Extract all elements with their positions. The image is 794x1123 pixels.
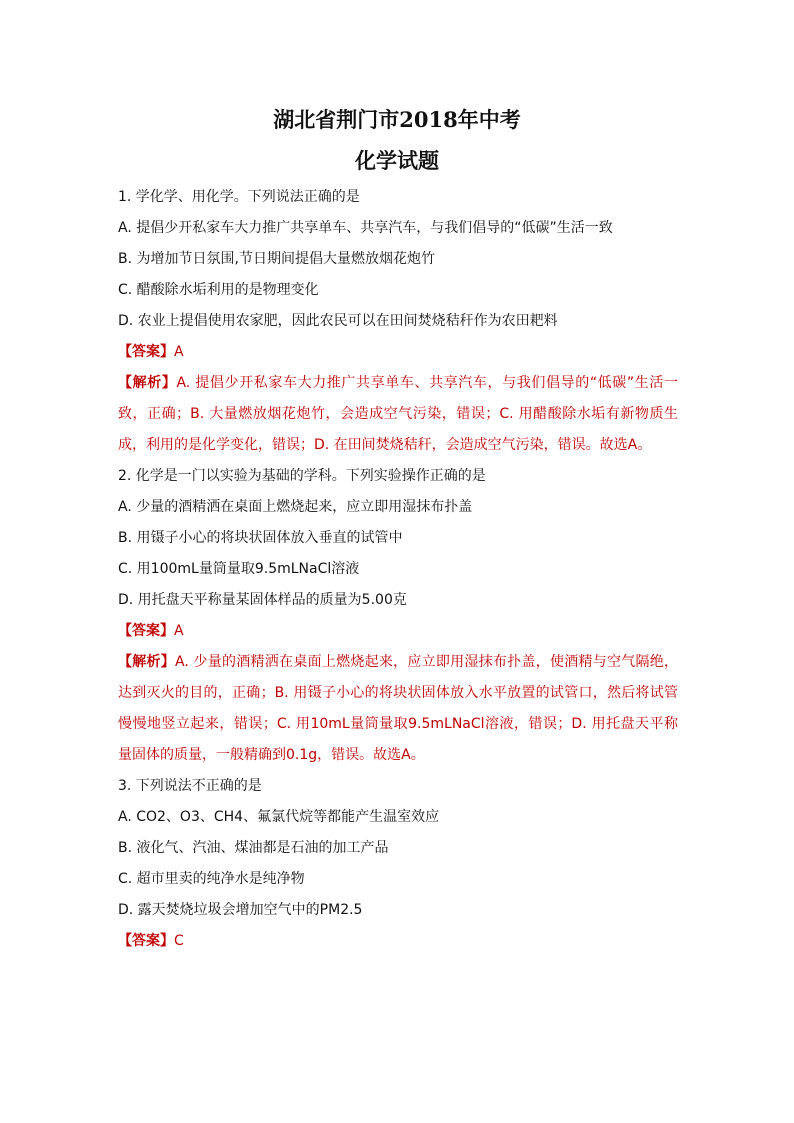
document-title: 湖北省荆门市2018年中考 [273, 107, 521, 132]
answer-value: C [174, 933, 184, 949]
answer-label: 【答案】 [118, 344, 174, 360]
option-a: A. 少量的酒精洒在桌面上燃烧起来，应立即用湿抹布扑盖 [118, 499, 473, 515]
analysis-label: 【解析】 [118, 375, 177, 391]
analysis-paragraph [118, 647, 678, 771]
document-subtitle: 化学试题 [355, 148, 439, 173]
option-c: C. 用100mL量筒量取9.5mLNaCl溶液 [118, 561, 360, 577]
question-2 [118, 461, 678, 771]
document-body [118, 182, 678, 957]
question-1 [118, 182, 678, 461]
answer-line [118, 616, 678, 647]
analysis-text: A. 提倡少开私家车大力推广共享单车、共享汽车，与我们倡导的“低碳”生活一致，正确；B. 大量燃放烟花炮竹，会造成空气污染，错误；C. 用醋酸除水垢有新物质生成，利用的是化学变化，错误；D. 在田间焚烧秸秆，会造成空气污染，错误。故选A。 [118, 375, 678, 453]
answer-label: 【答案】 [118, 933, 174, 949]
analysis-paragraph [118, 368, 678, 461]
option-d: D. 用托盘天平称量某固体样品的质量为5.00克 [118, 592, 407, 608]
question-stem: 1. 学化学、用化学。下列说法正确的是 [118, 189, 360, 205]
option-a: A. CO2、O3、CH4、氟氯代烷等都能产生温室效应 [118, 809, 440, 825]
option-d: D. 农业上提倡使用农家肥，因此农民可以在田间焚烧秸秆作为农田耙料 [118, 313, 558, 329]
answer-value: A [174, 623, 184, 639]
analysis-text: A. 少量的酒精洒在桌面上燃烧起来，应立即用湿抹布扑盖，使酒精与空气隔绝，达到灭火的目的，正确；B. 用镊子小心的将块状固体放入水平放置的试管口，然后将试管慢慢地竖立起来，错误；C. 用10mL量筒量取9.5mLNaCl溶液，错误；D. 用托盘天平称量固体的质量，一般精确到0.1g，错误。故选A。 [118, 654, 678, 763]
answer-label: 【答案】 [118, 623, 174, 639]
option-b: B. 为增加节日氛围,节日期间提倡大量燃放烟花炮竹 [118, 251, 435, 267]
option-a: A. 提倡少开私家车大力推广共享单车、共享汽车，与我们倡导的“低碳”生活一致 [118, 220, 613, 236]
answer-line [118, 337, 678, 368]
option-d: D. 露天焚烧垃圾会增加空气中的PM2.5 [118, 902, 363, 918]
option-c: C. 醋酸除水垢利用的是物理变化 [118, 282, 319, 298]
question-3 [118, 771, 678, 957]
option-b: B. 液化气、汽油、煤油都是石油的加工产品 [118, 840, 389, 856]
question-stem: 3. 下列说法不正确的是 [118, 778, 262, 794]
answer-line [118, 926, 678, 957]
question-stem: 2. 化学是一门以实验为基础的学科。下列实验操作正确的是 [118, 468, 486, 484]
option-b: B. 用镊子小心的将块状固体放入垂直的试管中 [118, 530, 403, 546]
answer-value: A [174, 344, 184, 360]
option-c: C. 超市里卖的纯净水是纯净物 [118, 871, 305, 887]
analysis-label: 【解析】 [118, 654, 176, 670]
